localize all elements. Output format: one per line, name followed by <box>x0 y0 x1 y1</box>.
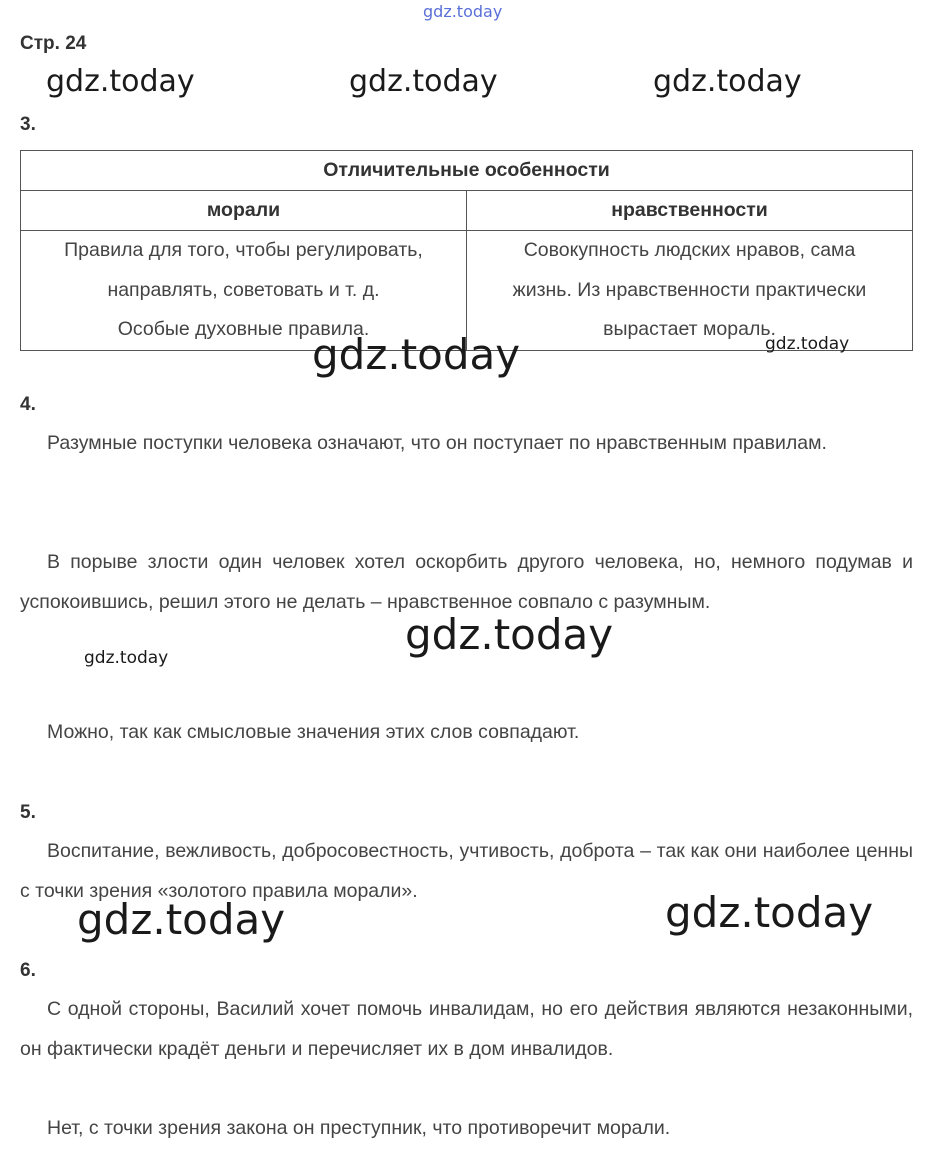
col-header-ethics: нравственности <box>467 191 913 231</box>
question-number-4: 4. <box>20 394 36 415</box>
answer-paragraph: Нет, с точки зрения закона он преступник, что противоречит морали. <box>47 1117 671 1139</box>
comparison-table <box>20 150 913 351</box>
watermark: gdz.today <box>349 64 498 99</box>
watermark: gdz.today <box>653 64 802 99</box>
cell-line: направлять, советовать и т. д. <box>107 278 380 301</box>
watermark: gdz.today <box>665 888 874 937</box>
cell-line: Правила для того, чтобы регулировать, <box>64 239 423 261</box>
cell-line: Совокупность людских нравов, сама <box>523 239 856 261</box>
watermark: gdz.today <box>77 895 286 944</box>
watermark: gdz.today <box>405 610 614 659</box>
watermark: gdz.today <box>765 334 850 354</box>
answer-paragraph: В порыве злости один человек хотел оскорбить другого человека, но, немного подумав и успокоившись, решил этого не делать – нравственное совпало с разумным. <box>20 551 913 613</box>
page-label: Стр. 24 <box>20 33 87 54</box>
watermark: gdz.today <box>312 330 521 379</box>
cell-ethics <box>467 231 913 351</box>
cell-line: Особые духовные правила. <box>117 318 370 340</box>
question-number-3: 3. <box>20 114 36 135</box>
watermark: gdz.today <box>84 648 169 668</box>
watermark-top: gdz.today <box>423 2 503 21</box>
question-number-5: 5. <box>20 802 36 823</box>
watermark: gdz.today <box>46 64 195 99</box>
answer-paragraph: Разумные поступки человека означают, что он поступает по нравственным правилам. <box>47 432 827 454</box>
col-header-morality: морали <box>21 191 467 231</box>
answer-paragraph: С одной стороны, Василий хочет помочь инвалидам, но его действия являются незаконными, он фактически крадёт деньги и перечисляет их в дом инвалидов. <box>20 998 913 1060</box>
question-number-6: 6. <box>20 960 36 981</box>
answer-paragraph: Можно, так как смысловые значения этих слов совпадают. <box>47 721 580 743</box>
table-title: Отличительные особенности <box>21 151 913 191</box>
cell-line: жизнь. Из нравственности практически <box>512 278 867 301</box>
answer-paragraph: Воспитание, вежливость, добросовестность, учтивость, доброта – так как они наиболее ценны с точки зрения «золотого правила морали». <box>20 840 913 902</box>
cell-line: вырастает мораль. <box>603 318 776 340</box>
